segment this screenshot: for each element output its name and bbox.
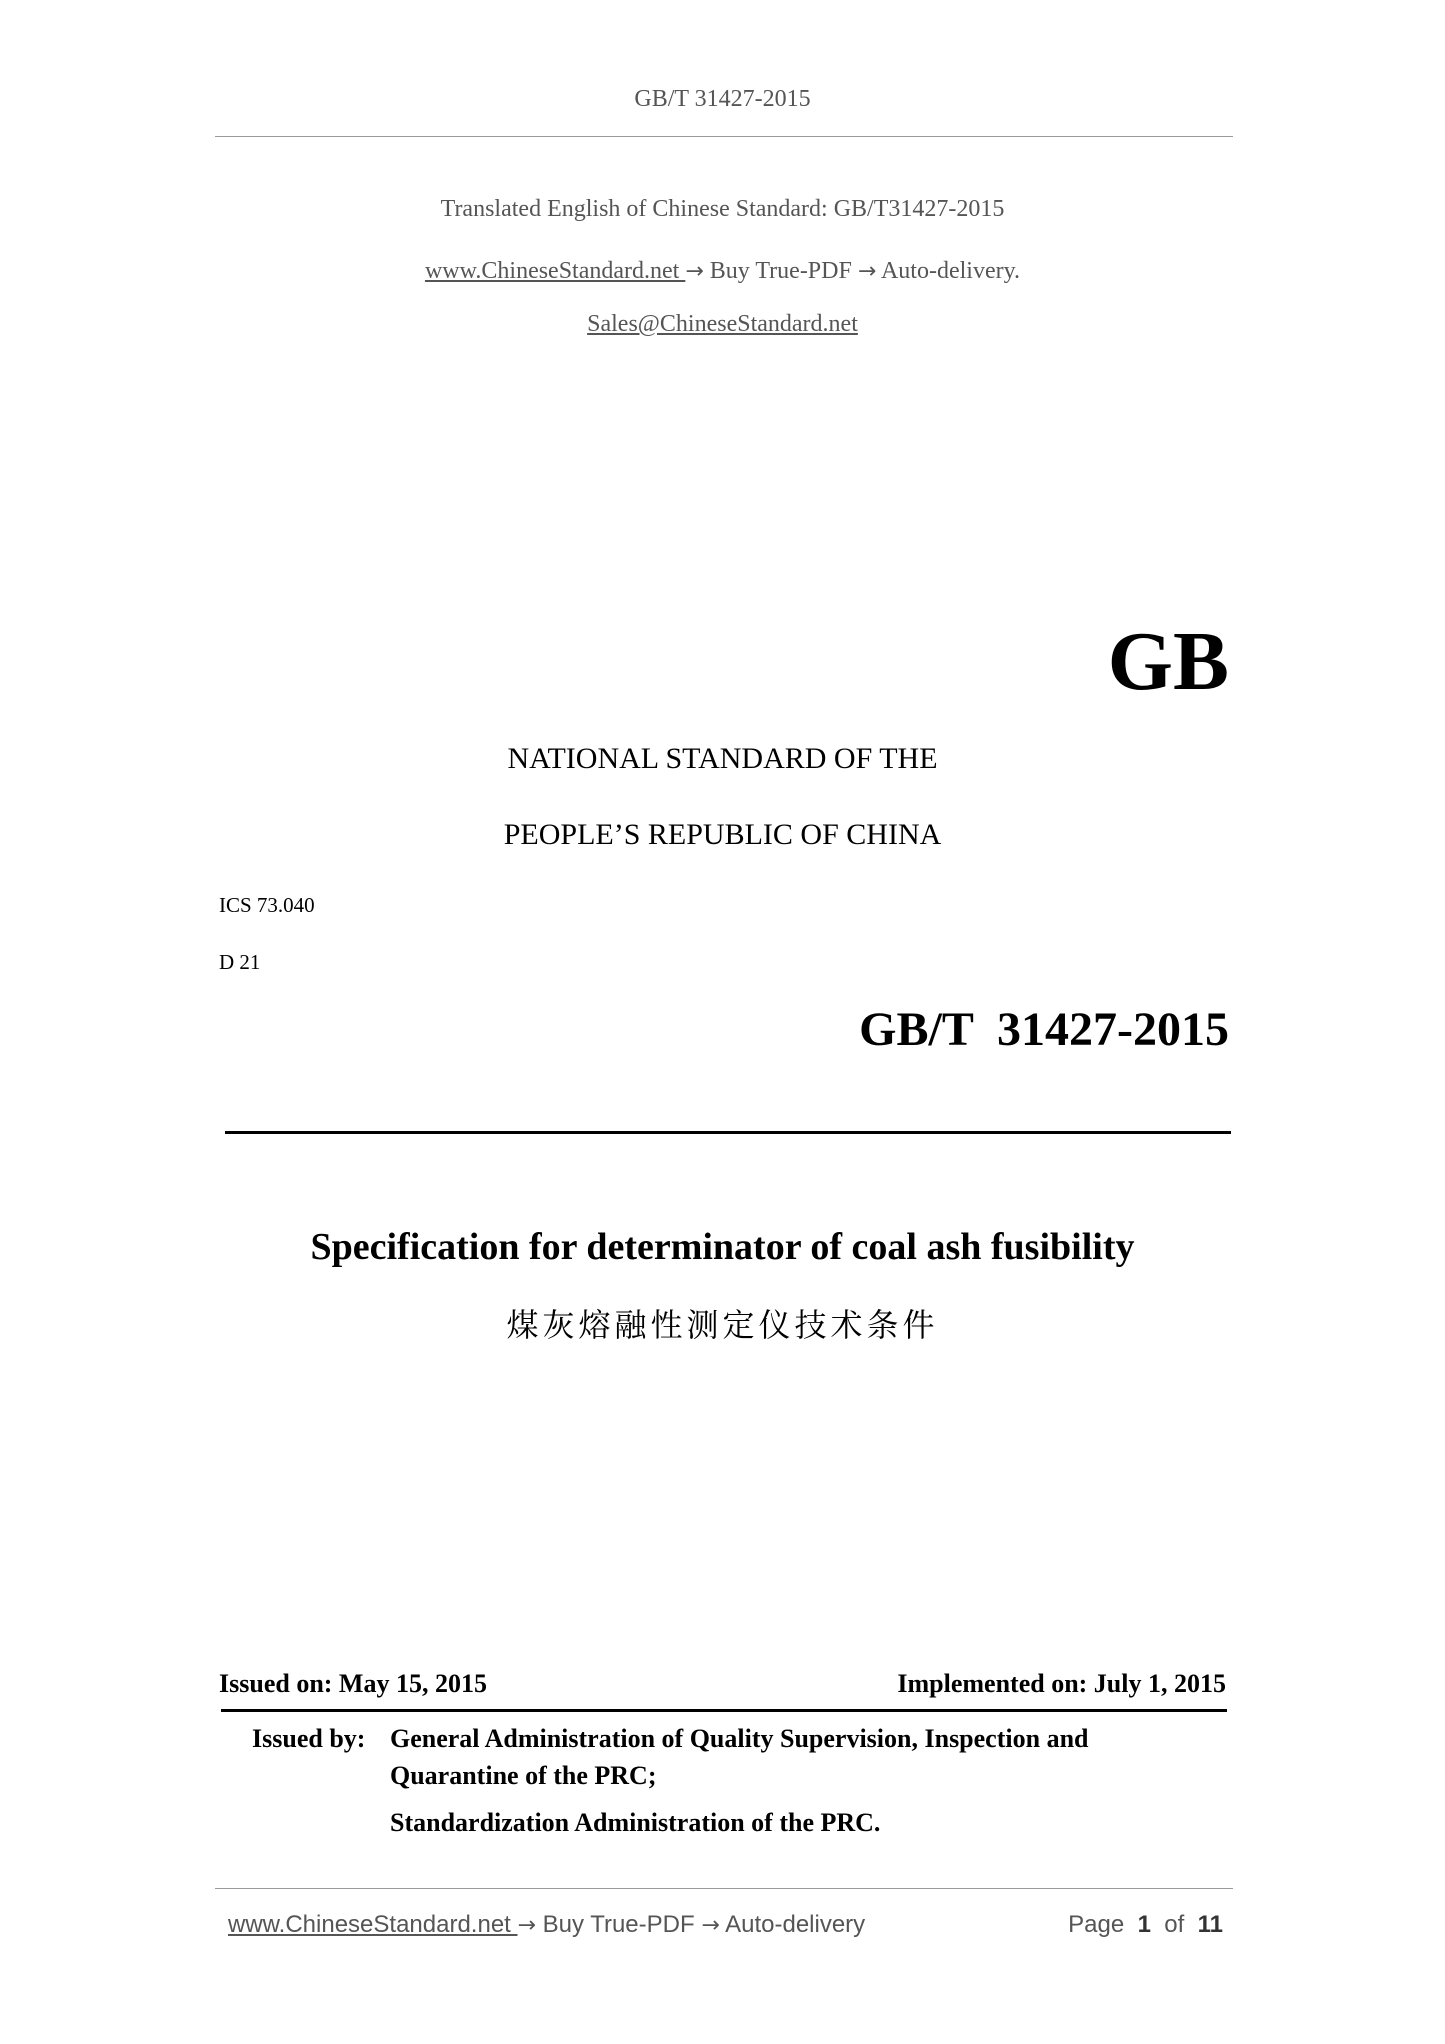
title-divider [225,1131,1231,1134]
issued-by-line3: Standardization Administration of the PRC. [390,1808,881,1837]
buy-true-pdf-text: Buy True-PDF [709,258,852,284]
gb-mark: GB [1107,615,1229,708]
page-of: of [1164,1911,1185,1938]
footer-links [228,1911,865,1939]
standard-code-number: 31427-2015 [997,1003,1229,1056]
issued-by-label: Issued by: [252,1724,366,1753]
banner-line2 [0,258,1445,285]
issued-by-line1: General Administration of Quality Supervision, Inspection and [390,1724,1089,1753]
page-number [1068,1911,1223,1939]
footer-buy-text: Buy True-PDF [542,1911,695,1938]
dates-divider [221,1709,1227,1712]
site-link[interactable]: www.ChineseStandard.net [424,258,686,284]
arrow-right-icon: → [685,259,704,284]
national-standard-line1: NATIONAL STANDARD OF THE [507,742,938,775]
header-divider [215,136,1233,137]
footer-divider [215,1888,1233,1889]
footer-delivery-text: Auto-delivery [725,1911,866,1938]
banner-line1: Translated English of Chinese Standard: GB/T31427-2015 [440,196,1005,222]
arrow-right-icon: → [701,1913,720,1938]
running-header: GB/T 31427-2015 [634,86,811,112]
implemented-on: Implemented on: July 1, 2015 [897,1669,1226,1698]
issued-by-line2: Quarantine of the PRC; [390,1761,657,1790]
title-chinese: 煤灰熔融性测定仪技术条件 [506,1306,939,1344]
standard-code [859,1002,1229,1057]
page-label: Page [1068,1911,1125,1938]
standard-code-prefix: GB/T [859,1003,974,1056]
page-current: 1 [1137,1911,1151,1938]
national-standard-line2: PEOPLE’S REPUBLIC OF CHINA [503,818,942,851]
auto-delivery-text: Auto-delivery. [880,258,1021,284]
page-total: 11 [1197,1911,1223,1938]
arrow-right-icon: → [517,1913,536,1938]
banner-email-row [0,311,1445,338]
footer-site-link[interactable]: www.ChineseStandard.net [228,1911,518,1938]
issued-on: Issued on: May 15, 2015 [219,1669,487,1698]
title-english: Specification for determinator of coal ash fusibility [310,1226,1135,1268]
sales-email-link[interactable]: Sales@ChineseStandard.net [587,311,858,337]
arrow-right-icon: → [857,259,877,284]
ics-code: ICS 73.040 [219,893,315,917]
ccs-code: D 21 [219,950,261,974]
